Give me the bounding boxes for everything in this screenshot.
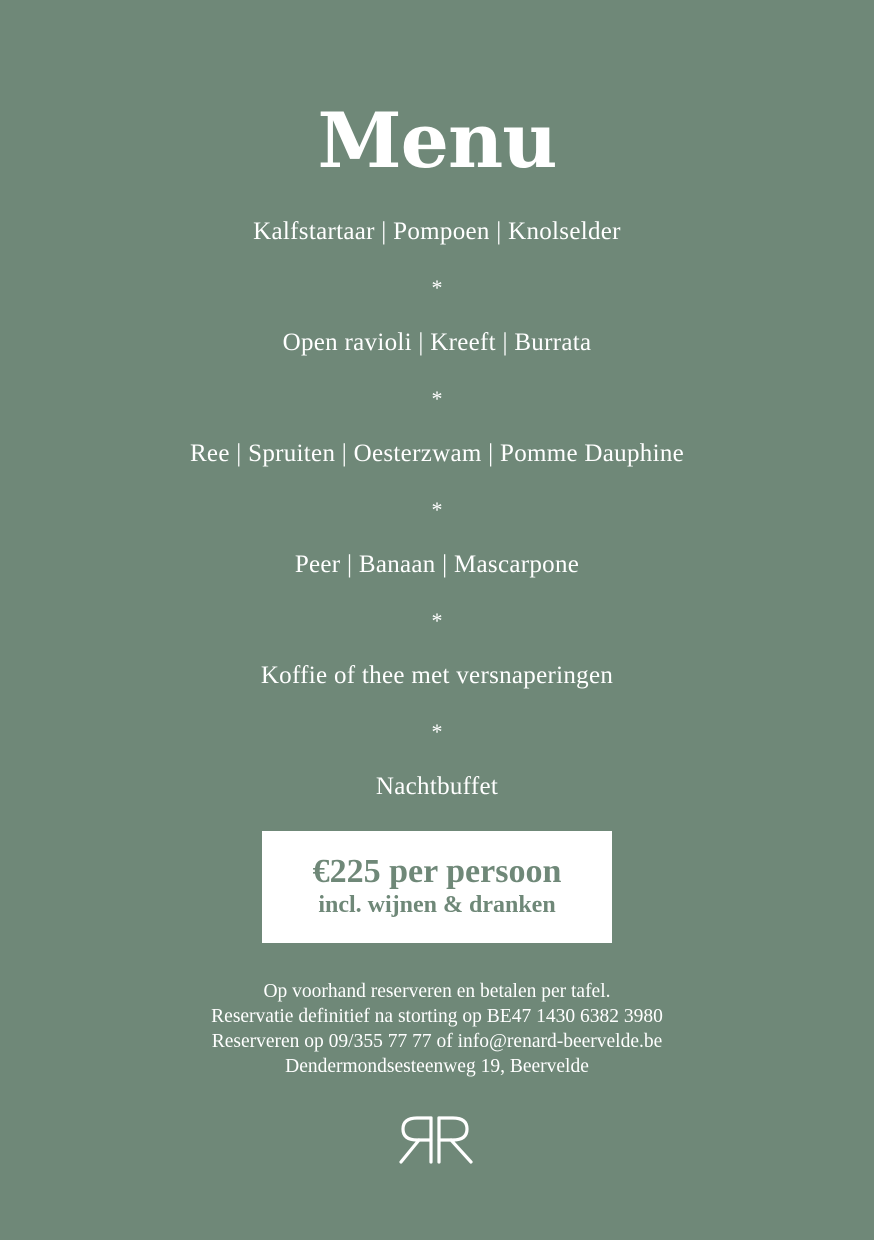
info-line-payment: Reservatie definitief na storting op BE47 1430 6382 3980 (211, 1006, 663, 1027)
info-line-contact: Reserveren op 09/355 77 77 of info@renard-beervelde.be (211, 1031, 663, 1052)
price-per-person: €225 per persoon (312, 853, 562, 890)
info-line-address: Dendermondsesteenweg 19, Beervelde (285, 1056, 589, 1077)
course-4: Peer | Banaan | Mascarpone (294, 551, 580, 578)
course-6: Nachtbuffet (375, 773, 499, 800)
course-separator: * (431, 719, 443, 744)
rr-logo-icon (397, 1112, 477, 1168)
rr-monogram-logo (0, 1112, 874, 1172)
course-3: Ree | Spruiten | Oesterzwam | Pomme Dauphine (189, 440, 685, 467)
price-inclusions: incl. wijnen & dranken (318, 892, 556, 918)
course-1: Kalfstartaar | Pompoen | Knolselder (253, 218, 621, 245)
course-list (0, 212, 874, 807)
course-separator: * (431, 497, 443, 522)
menu-title: Menu (317, 96, 557, 185)
course-2: Open ravioli | Kreeft | Burrata (282, 329, 592, 356)
reservation-info (0, 979, 874, 1079)
info-line-reserve: Op voorhand reserveren en betalen per tafel. (263, 981, 611, 1002)
price-box (262, 831, 612, 943)
course-separator: * (431, 275, 443, 300)
course-5: Koffie of thee met versnaperingen (260, 662, 614, 689)
course-separator: * (431, 386, 443, 411)
course-separator: * (431, 608, 443, 633)
